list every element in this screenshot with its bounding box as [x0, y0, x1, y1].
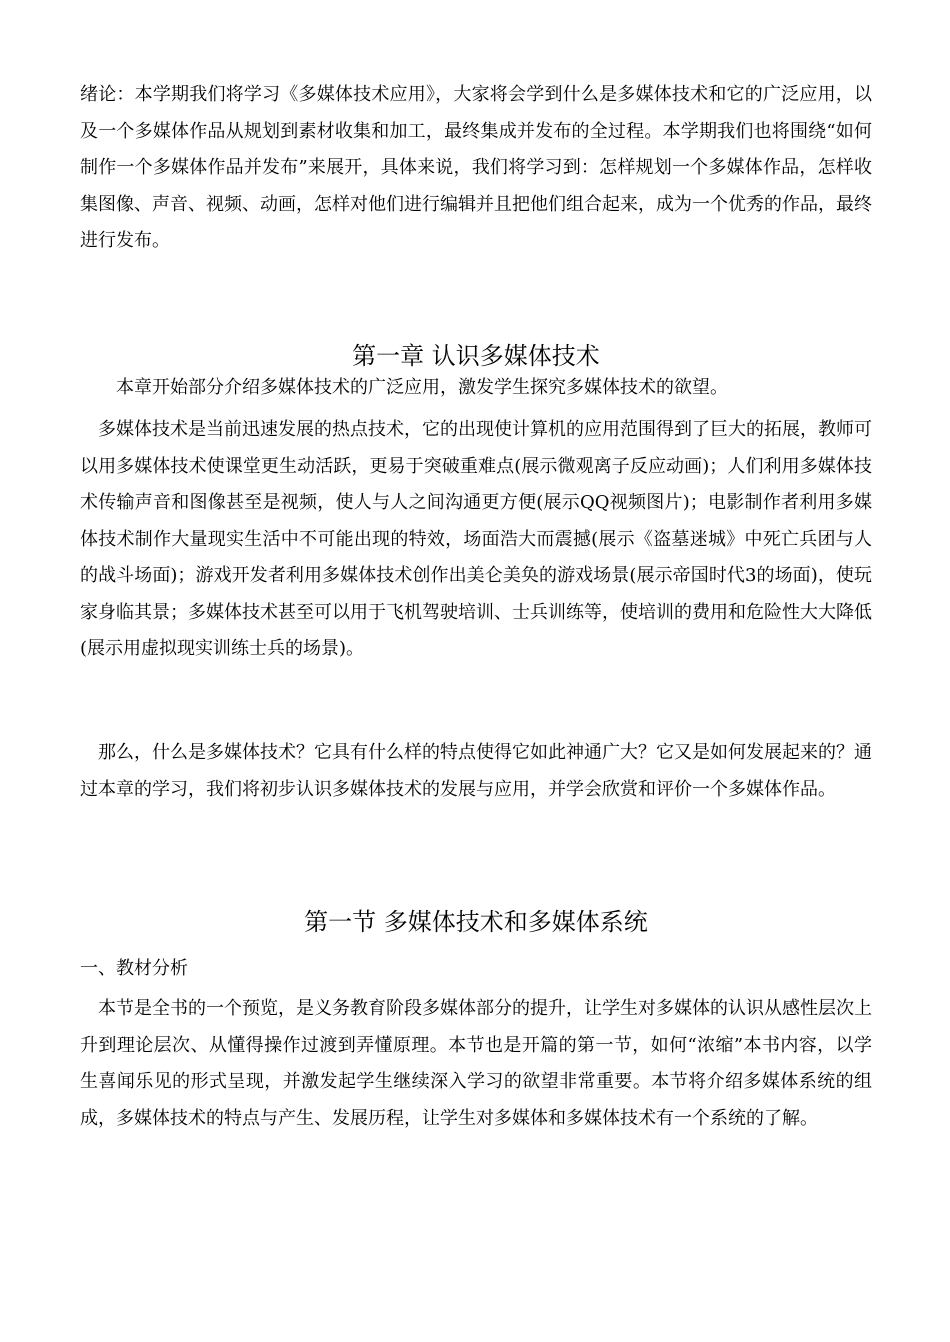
section-subheading: 一、教材分析: [80, 958, 188, 979]
section-title: 第一节 多媒体技术和多媒体系统: [304, 908, 648, 936]
chapter-title: 第一章 认识多媒体技术: [352, 342, 600, 370]
chapter-paragraph: 那么，什么是多媒体技术？它具有什么样的特点使得它如此神通广大？它又是如何发展起来的？通过本章的学习，我们将初步认识多媒体技术的发展与应用，并学会欣赏和评价一个多媒体作品。: [80, 742, 872, 800]
chapter-paragraph: 多媒体技术是当前迅速发展的热点技术，它的出现使计算机的应用范围得到了巨大的拓展，教师可以用多媒体技术使课堂更生动活跃，更易于突破重难点(展示微观离子反应动画)；人们利用多媒体技术传输声音和图像甚至是视频，使人与人之间沟通更方便(展示QQ视频图片)；电影制作者利用多媒体技术制作大量现实生活中不可能出现的特效，场面浩大而震撼(展示《盗墓迷城》中死亡兵团与人的战斗场面)；游戏开发者利用多媒体技术创作出美仑美奂的游戏场景(展示帝国时代3的场面)，使玩家身临其景；多媒体技术甚至可以用于飞机驾驶培训、士兵训练等，使培训的费用和危险性大大降低(展示用虚拟现实训练士兵的场景)。: [80, 419, 872, 659]
intro-paragraph: 绪论：本学期我们将学习《多媒体技术应用》，大家将会学到什么是多媒体技术和它的广泛应用，以及一个多媒体作品从规划到素材收集和加工，最终集成并发布的全过程。本学期我们也将围绕“如何制作一个多媒体作品并发布”来展开，具体来说，我们将学习到：怎样规划一个多媒体作品，怎样收集图像、声音、视频、动画，怎样对他们进行编辑并且把他们组合起来，成为一个优秀的作品，最终进行发布。: [80, 84, 872, 251]
section-paragraph: 本节是全书的一个预览，是义务教育阶段多媒体部分的提升，让学生对多媒体的认识从感性层次上升到理论层次、从懂得操作过渡到弄懂原理。本节也是开篇的第一节，如何“浓缩”本书内容，以学生喜闻乐见的形式呈现，并激发起学生继续深入学习的欲望非常重要。本节将介绍多媒体系统的组成，多媒体技术的特点与产生、发展历程，让学生对多媒体和多媒体技术有一个系统的了解。: [80, 998, 872, 1129]
chapter-intro-paragraph: 本章开始部分介绍多媒体技术的广泛应用，激发学生探究多媒体技术的欲望。: [116, 377, 728, 398]
